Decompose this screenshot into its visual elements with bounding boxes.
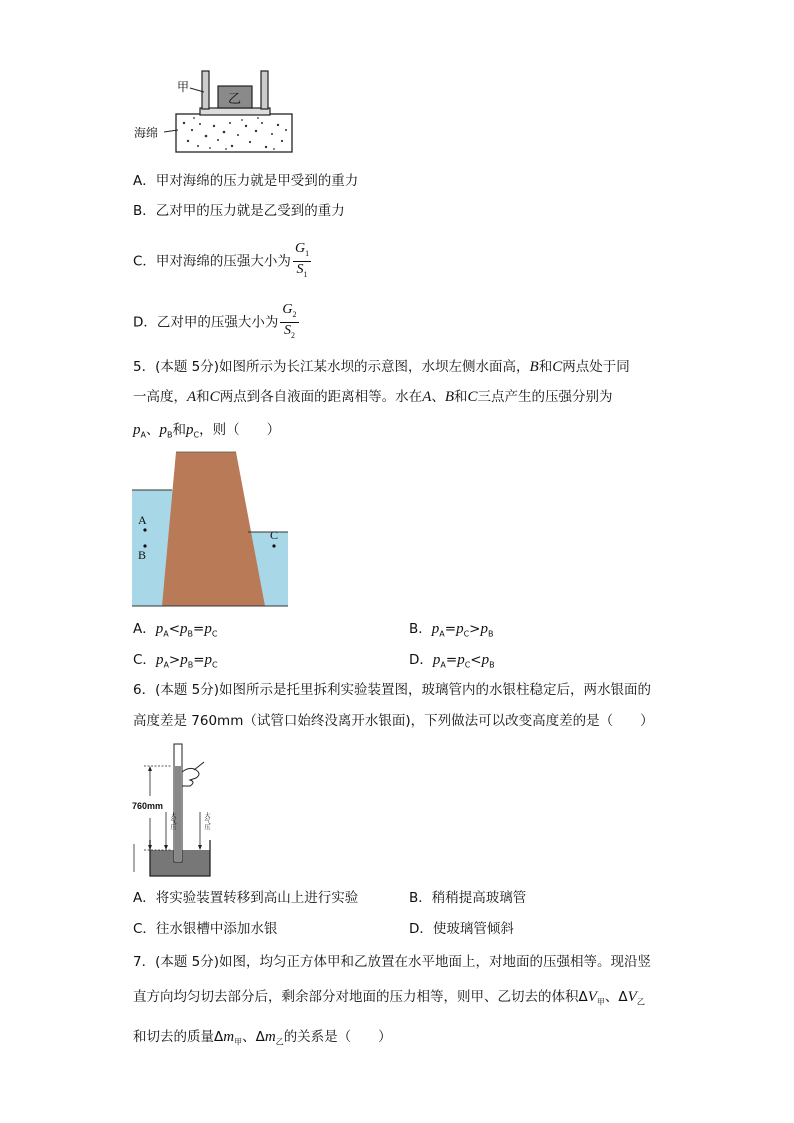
- q5-pc-sub: C: [193, 430, 200, 440]
- q5-option-c[interactable]: C．$p_A>p_B=p_C$: [133, 652, 218, 670]
- q6-option-d[interactable]: D．使玻璃管倾斜: [409, 921, 514, 937]
- dam-body: [162, 452, 265, 606]
- q5-l2-sep: 、: [431, 389, 445, 405]
- q5-pb-sub: B: [166, 430, 173, 440]
- q5-oa-label: A．: [133, 621, 156, 637]
- sponge-block: [176, 114, 292, 152]
- atm-label-left: 大气压: [169, 812, 176, 830]
- q4-option-c-text: C．甲对海绵的压强大小为: [133, 253, 291, 270]
- q6-stem-line1: 6．(本题 5分)如图所示是托里拆利实验装置图，玻璃管内的水银柱稳定后，两水银面的: [133, 682, 652, 698]
- q5-l1-a: 5．(本题 5分)如图所示为长江某水坝的示意图，水坝左侧水面高，: [133, 359, 530, 375]
- q7-stem-line3: 和切去的质量$\Delta m_甲$、$\Delta m_乙$的关系是（ ）: [133, 1029, 392, 1047]
- q5-l2-and2: 和: [454, 389, 468, 405]
- q7-stem-line2: 直方向均匀切去部分后，剩余部分对地面的压力相等，则甲、乙切去的体积$\Delta V_甲$、$\Delta V_乙$: [133, 989, 645, 1007]
- q5-stem-line3: [133, 421, 280, 445]
- label-sponge: 海绵: [134, 126, 159, 140]
- q5-l1-and: 和: [538, 359, 553, 375]
- q5-l1-b: B: [529, 359, 539, 375]
- q5-l1-end: 两点处于同: [562, 359, 630, 375]
- figure-sponge: [128, 68, 308, 158]
- frac-c-num-sub: 1: [305, 248, 310, 258]
- q7-delta-v2: Δ: [618, 989, 628, 1005]
- atm-label-right: 大气压: [203, 812, 210, 830]
- q5-l2-end: 两点到各自液面的距离相等。水在: [219, 389, 423, 405]
- q5-l2-tail: 三点产生的压强分别为: [477, 389, 613, 405]
- q5-ob-label: B．: [409, 621, 432, 637]
- frac-d-num: G: [282, 302, 293, 317]
- q5-option-d[interactable]: D．$p_A=p_C<p_B$: [409, 652, 495, 670]
- frac-d-den: S: [283, 322, 291, 338]
- frac-c-den: S: [296, 261, 304, 277]
- jia-base: [200, 108, 270, 115]
- q5-l2-c2: C: [467, 389, 478, 405]
- q5-pa: p: [133, 422, 141, 438]
- q5-pc: p: [185, 422, 194, 438]
- q7-delta-v1: Δ: [578, 989, 588, 1005]
- q5-option-a[interactable]: A．$p_A<p_B=p_C$: [133, 621, 218, 639]
- q7-l2-prefix: 直方向均匀切去部分后，剩余部分对地面的压力相等，则甲、乙切去的体积: [133, 989, 579, 1005]
- jia-left-pillar: [202, 71, 209, 109]
- q5-oc-label: C．: [133, 652, 156, 668]
- dam-diagram-svg: [132, 450, 288, 608]
- q7-stem-line1: 7．(本题 5分)如图，均匀正方体甲和乙放置在水平地面上，对地面的压强相等。现沿竖: [133, 954, 652, 970]
- frac-d-den-sub: 2: [290, 330, 295, 340]
- q5-stem-line2: [133, 388, 613, 406]
- point-a: [143, 528, 146, 531]
- height-label: 760mm: [132, 801, 164, 811]
- q7-l3-prefix: 和切去的质量: [133, 1029, 214, 1045]
- q5-l1-c: C: [552, 359, 563, 375]
- q4-option-d-fraction: [280, 302, 298, 343]
- q6-option-a[interactable]: A．将实验装置转移到高山上进行实验: [133, 890, 359, 906]
- figure-dam: [132, 450, 288, 608]
- q5-l2-b: B: [444, 389, 455, 405]
- q6-option-c[interactable]: C．往水银槽中添加水银: [133, 921, 278, 937]
- q5-l3-sep: 、: [145, 422, 160, 438]
- q7-delta-m2: Δ: [255, 1029, 265, 1045]
- q5-stem-line1: [133, 358, 630, 376]
- frac-c-den-sub: 1: [303, 269, 308, 279]
- q5-od-label: D．: [409, 652, 433, 668]
- point-c: [272, 544, 275, 547]
- label-yi: 乙: [228, 92, 242, 107]
- q7-delta-m1: Δ: [214, 1029, 224, 1045]
- q4-option-c-fraction: [293, 241, 311, 282]
- label-jia: 甲: [177, 80, 190, 94]
- jia-right-pillar: [261, 71, 268, 109]
- hand-icon: [182, 768, 199, 786]
- q7-l3-end: 的关系是（ ）: [283, 1029, 392, 1045]
- q5-option-b[interactable]: B．$p_A=p_C>p_B$: [409, 621, 494, 639]
- q4-option-d[interactable]: [133, 302, 299, 343]
- q5-l2-c: C: [209, 389, 220, 405]
- q5-l2-start: 一高度，: [133, 389, 187, 405]
- frac-d-num-sub: 2: [292, 309, 297, 319]
- q6-option-b[interactable]: B．稍稍提高玻璃管: [409, 890, 527, 906]
- q5-pa-sub: A: [140, 430, 146, 440]
- q4-option-c[interactable]: [133, 241, 311, 282]
- q5-l2-and: 和: [196, 389, 210, 405]
- dam-label-a: A: [138, 513, 147, 527]
- q4-option-a[interactable]: A．甲对海绵的压力就是甲受到的重力: [133, 173, 359, 189]
- frac-c-num: G: [294, 241, 306, 256]
- dam-label-c: C: [270, 528, 279, 542]
- sponge-diagram-svg: [128, 68, 308, 158]
- q5-l2-a: A: [187, 389, 197, 405]
- q4-option-b[interactable]: B．乙对甲的压力就是乙受到的重力: [133, 203, 345, 219]
- q4-option-d-text: D．乙对甲的压强大小为: [133, 314, 279, 331]
- q5-l3-and: 和: [172, 422, 186, 438]
- q6-stem-line2: 高度差是 760mm（试管口始终没离开水银面)，下列做法可以改变高度差的是（ ）: [133, 713, 654, 729]
- q5-l2-a2: A: [422, 389, 432, 405]
- q5-pb: p: [159, 422, 167, 438]
- dam-label-b: B: [138, 548, 147, 562]
- q5-l3-end: ，则（ ）: [199, 422, 281, 438]
- figure-torricelli: [132, 740, 222, 880]
